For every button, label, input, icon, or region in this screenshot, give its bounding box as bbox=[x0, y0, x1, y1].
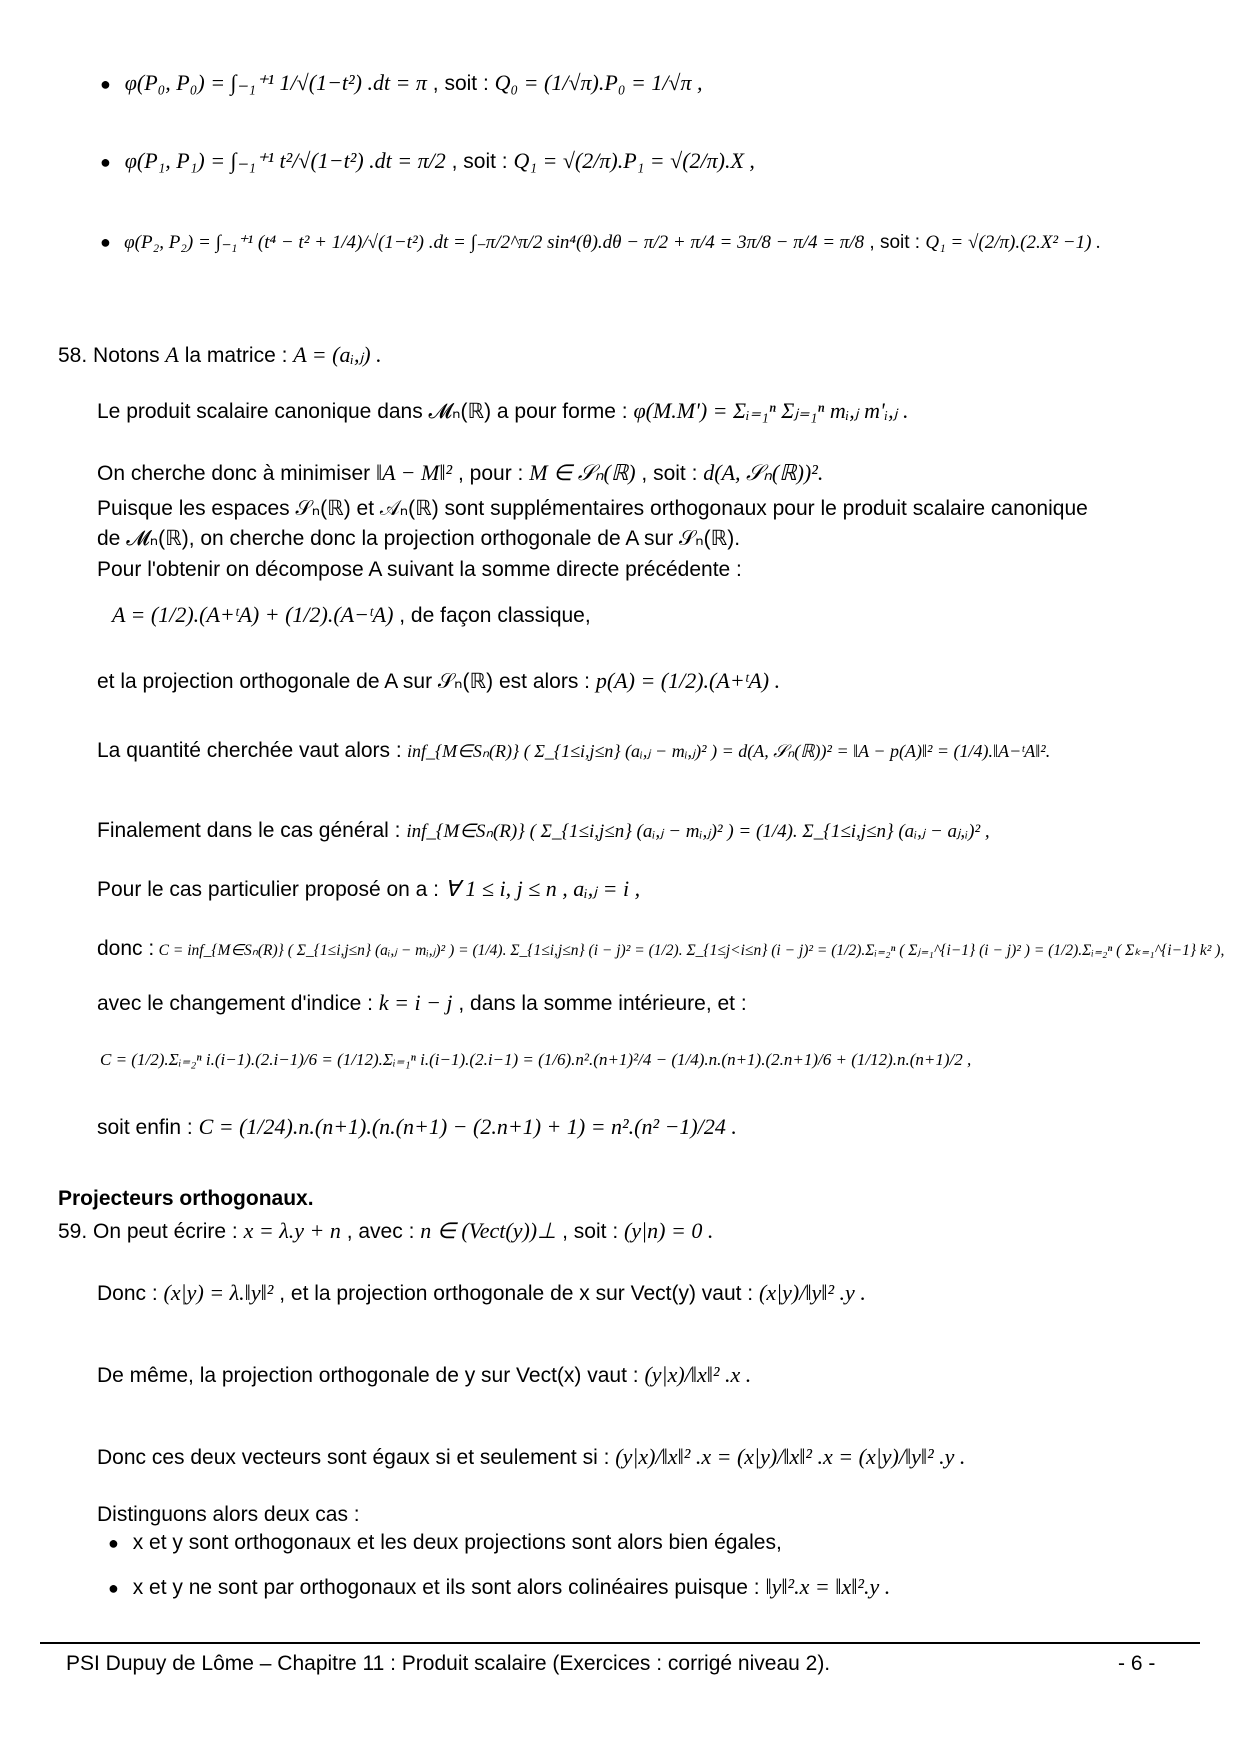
text: , soit : bbox=[432, 72, 495, 95]
text: Le produit scalaire canonique dans 𝓜ₙ(ℝ) a pour forme : bbox=[97, 400, 628, 423]
ex59-line-2 bbox=[97, 1280, 866, 1306]
formula: ‖y‖².x = ‖x‖².y . bbox=[765, 1574, 891, 1599]
formula: ∀ 1 ≤ i, j ≤ n , aᵢ,ⱼ = i , bbox=[444, 876, 641, 901]
formula: n ∈ (Vect(y))⊥ bbox=[420, 1218, 557, 1243]
ex58-line-4: Puisque les espaces 𝒮ₙ(ℝ) et 𝒜ₙ(ℝ) sont supplémentaires orthogonaux pour le produit scalaire canonique bbox=[97, 497, 1088, 520]
ex58-line-11 bbox=[97, 876, 640, 902]
ex59-bullet-2 bbox=[108, 1574, 890, 1600]
bullet-icon: ● bbox=[108, 1578, 119, 1598]
formula: A bbox=[165, 342, 179, 367]
formula: A = (aᵢ,ⱼ) . bbox=[293, 342, 382, 367]
ex58-line-8 bbox=[97, 668, 780, 694]
text: Donc ces deux vecteurs sont égaux si et seulement si : bbox=[97, 1446, 610, 1469]
ex58-line-13 bbox=[97, 990, 747, 1016]
text: On cherche donc à minimiser bbox=[97, 462, 371, 485]
formula: M ∈ 𝒮ₙ(ℝ) bbox=[529, 460, 636, 485]
formula: C = inf_{M∈Sₙ(R)} ( Σ_{1≤i,j≤n} (aᵢ,ⱼ − mᵢ,ⱼ)² ) = (1/4). Σ_{1≤i,j≤n} (i − j)² = (1/2). Σ_{1≤j<i≤n} (i − j)² = (1/2).Σᵢ₌₂ⁿ ( Σⱼ₌₁^{i−1} (i − j)² ) = (1/2).Σᵢ₌₂ⁿ ( Σₖ₌₁^{i−1} k² ), bbox=[158, 942, 1225, 959]
ex59-line-1 bbox=[58, 1218, 713, 1244]
text: Pour le cas particulier proposé on a : bbox=[97, 878, 440, 901]
formula: inf_{M∈Sₙ(R)} ( Σ_{1≤i,j≤n} (aᵢ,ⱼ − mᵢ,ⱼ)² ) = (1/4). Σ_{1≤i,j≤n} (aᵢ,ⱼ − aⱼ,ᵢ)² , bbox=[406, 821, 990, 842]
footer-divider bbox=[40, 1642, 1200, 1644]
text: , dans la somme intérieure, et : bbox=[458, 992, 747, 1015]
text: , avec : bbox=[346, 1220, 415, 1243]
text: x et y sont orthogonaux et les deux projections sont alors bien égales, bbox=[132, 1531, 782, 1554]
ex59-line-4 bbox=[97, 1444, 965, 1470]
bullet-icon: ● bbox=[100, 74, 111, 94]
footer-title: PSI Dupuy de Lôme – Chapitre 11 : Produit scalaire (Exercices : corrigé niveau 2). bbox=[66, 1652, 831, 1675]
text: soit enfin : bbox=[97, 1116, 193, 1139]
formula: inf_{M∈Sₙ(R)} ( Σ_{1≤i,j≤n} (aᵢ,ⱼ − mᵢ,ⱼ)² ) = d(A, 𝒮ₙ(ℝ))² = ‖A − p(A)‖² = (1/4).‖A−ᵗA‖². bbox=[406, 741, 1051, 761]
ex59-line-5: Distinguons alors deux cas : bbox=[97, 1503, 360, 1526]
text: , soit : bbox=[451, 150, 514, 173]
text: De même, la projection orthogonale de y sur Vect(x) vaut : bbox=[97, 1364, 639, 1387]
text: , soit : bbox=[641, 462, 698, 485]
ex58-line-5: de 𝓜ₙ(ℝ), on cherche donc la projection orthogonale de A sur 𝒮ₙ(ℝ). bbox=[97, 527, 741, 550]
formula: p(A) = (1/2).(A+ᵗA) . bbox=[595, 668, 781, 693]
formula: ‖A − M‖² bbox=[375, 460, 453, 485]
text: Finalement dans le cas général : bbox=[97, 819, 401, 842]
bullet-line-1 bbox=[100, 70, 703, 96]
ex58-line-10 bbox=[97, 818, 990, 844]
ex58-line-15 bbox=[97, 1114, 737, 1140]
formula: φ(P₂, P₂) = ∫₋₁⁺¹ (t⁴ − t² + 1/4)/√(1−t²) .dt = ∫₋π/2^π/2 sin⁴(θ).dθ − π/2 + π/4 = 3π/8 − π/4 = π/8 bbox=[124, 232, 865, 253]
ex59-line-3 bbox=[97, 1362, 751, 1388]
text: 59. On peut écrire : bbox=[58, 1220, 238, 1243]
ex58-line-6: Pour l'obtenir on décompose A suivant la somme directe précédente : bbox=[97, 558, 742, 581]
bullet-icon: ● bbox=[100, 232, 111, 252]
ex58-line-3 bbox=[97, 460, 823, 486]
bullet-icon: ● bbox=[108, 1533, 119, 1553]
text: La quantité cherchée vaut alors : bbox=[97, 739, 402, 762]
ex58-line-9 bbox=[97, 738, 1050, 764]
text: x et y ne sont par orthogonaux et ils sont alors colinéaires puisque : bbox=[132, 1576, 760, 1599]
formula: φ(M.M') = Σᵢ₌₁ⁿ Σⱼ₌₁ⁿ mᵢ,ⱼ m'ᵢ,ⱼ . bbox=[633, 398, 909, 423]
text: la matrice : bbox=[184, 344, 288, 367]
ex58-label: 58. Notons bbox=[58, 344, 160, 367]
bullet-line-2 bbox=[100, 148, 755, 174]
page-number: - 6 - bbox=[1118, 1652, 1156, 1675]
text: donc : bbox=[97, 937, 155, 960]
text: avec le changement d'indice : bbox=[97, 992, 374, 1015]
formula: (y|x)/‖x‖² .x = (x|y)/‖x‖² .x = (x|y)/‖y‖² .y . bbox=[615, 1444, 966, 1469]
text: , de façon classique, bbox=[399, 604, 591, 627]
formula: C = (1/2).Σᵢ₌₂ⁿ i.(i−1).(2.i−1)/6 = (1/12).Σᵢ₌₁ⁿ i.(i−1).(2.i−1) = (1/6).n².(n+1)²/4 − (1/4).n.(n+1).(2.n+1)/6 + (1/12).n.(n+1)/2 , bbox=[100, 1050, 972, 1069]
formula: (y|x)/‖x‖² .x . bbox=[644, 1362, 752, 1387]
formula: Q₁ = √(2/π).P₁ = √(2/π).X , bbox=[513, 148, 755, 173]
formula: φ(P₁, P₁) = ∫₋₁⁺¹ t²/√(1−t²) .dt = π/2 bbox=[124, 148, 446, 173]
bullet-line-3 bbox=[100, 232, 1101, 255]
formula: C = (1/24).n.(n+1).(n.(n+1) − (2.n+1) + 1) = n².(n² −1)/24 . bbox=[198, 1114, 737, 1139]
formula: Q₀ = (1/√π).P₀ = 1/√π , bbox=[494, 70, 703, 95]
text: et la projection orthogonale de A sur 𝒮ₙ(ℝ) est alors : bbox=[97, 670, 591, 693]
text: , pour : bbox=[457, 462, 524, 485]
formula: Q₁ = √(2/π).(2.X² −1) . bbox=[925, 232, 1101, 253]
formula: k = i − j bbox=[378, 990, 453, 1015]
ex58-line-2 bbox=[97, 398, 909, 424]
formula: d(A, 𝒮ₙ(ℝ))². bbox=[703, 460, 824, 485]
ex58-line-12 bbox=[97, 936, 1224, 961]
formula: φ(P₀, P₀) = ∫₋₁⁺¹ 1/√(1−t²) .dt = π bbox=[124, 70, 427, 95]
text: Donc : bbox=[97, 1282, 158, 1305]
formula: (y|n) = 0 . bbox=[624, 1218, 714, 1243]
formula: (x|y)/‖y‖² .y . bbox=[759, 1280, 866, 1305]
section-title: Projecteurs orthogonaux. bbox=[58, 1187, 314, 1210]
formula: (x|y) = λ.‖y‖² bbox=[163, 1280, 274, 1305]
ex58-line-14 bbox=[100, 1046, 971, 1071]
text: , soit : bbox=[562, 1220, 619, 1243]
text: , soit : bbox=[869, 232, 926, 253]
formula: x = λ.y + n bbox=[243, 1218, 341, 1243]
ex59-bullet-1 bbox=[108, 1530, 782, 1555]
ex58-line-7 bbox=[112, 602, 591, 628]
formula: A = (1/2).(A+ᵗA) + (1/2).(A−ᵗA) bbox=[112, 602, 394, 627]
ex58-line-1 bbox=[58, 342, 382, 368]
bullet-icon: ● bbox=[100, 152, 111, 172]
text: , et la projection orthogonale de x sur Vect(y) vaut : bbox=[279, 1282, 754, 1305]
